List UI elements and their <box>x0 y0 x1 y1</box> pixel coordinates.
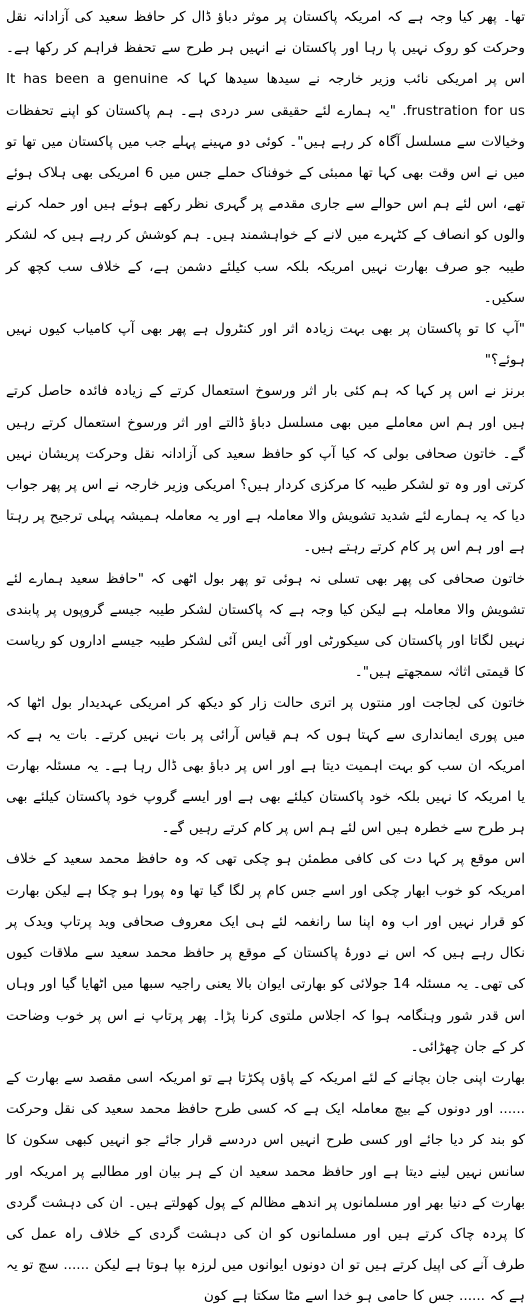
article-paragraph: اس موقع پر کہا دت کی کافی مطمئن ہو چکی تھی کہ وہ حافظ محمد سعید کے خلاف امریکہ کو خوب ابھار چکی اور اسے جس کام پر لگا گیا تھا وہ پورا ہو چکا ہے لیکن بھارت کو قرار نہیں اور اب وہ اپنا سا رانغمہ لئے ہی ایک معروف صحافی وید پرتاپ ویدک پر نکال رہے ہیں کہ اس نے دورۂ پاکستان کے موقع پر حافظ محمد سعید سے ملاقات کیوں کی تھی۔ یہ مسئلہ 14 جولائی کو بھارتی ایوان بالا یعنی راجیہ سبھا میں اٹھایا گیا اور وہاں اس قدر شور وہنگامہ ہوا کہ اجلاس ملتوی کرنا پڑا۔ پھر پرتاپ نے اس پر خوب وضاحت کر کے جان چھڑائی۔ <box>6 851 525 1055</box>
article-paragraph: برنز نے اس پر کہا کہ ہم کئی بار اثر ورسوخ استعمال کرتے کے زیادہ فائدہ حاصل کرتے ہیں اور ہم اس معاملے میں بھی مسلسل دباؤ ڈالتے اور اثر ورسوخ استعمال کرتے رہیں گے۔ خاتون صحافی بولی کہ کیا آپ کو حافظ سعید کی آزادانہ نقل وحرکت پریشان نہیں کرتی اور وہ تو لشکر طیبہ کا مرکزی کردار ہیں؟ امریکی وزیر خارجہ نے اس پر پھر جواب دیا کہ یہ ہمارے لئے شدید تشویش والا معاملہ ہے اور یہ معاملہ ہمیشہ پہلی ترجیح پر رہتا ہے اور ہم اس پر کام کرتے رہتے ہیں۔ <box>6 383 525 556</box>
article-paragraph: خاتون صحافی کی پھر بھی تسلی نہ ہوئی تو پھر بول اٹھی کہ "حافظ سعید ہمارے لئے تشویش والا معاملہ ہے لیکن کیا وجہ ہے کہ پاکستان لشکر طیبہ جیسے گروپوں پر پابندی نہیں لگاتا اور پاکستان کی سیکورٹی اور آئی ایس آئی لشکر طیبہ جیسے اداروں کو ریاست کا قیمتی اثاثہ سمجھتے ہیں"۔ <box>6 570 525 681</box>
article-paragraph: خاتون کی لجاجت اور منتوں پر اتری حالت زار کو دیکھ کر امریکی عہدیدار بول اٹھا کہ میں پوری ایمانداری سے کہتا ہوں کہ ہم قیاس آرائی پر بات نہیں کرتے۔ بات یہ ہے کہ امریکہ ان سب کو بہت اہمیت دیتا ہے اور اس پر دباؤ بھی ڈال رہا ہے۔ یہ مسئلہ بھارت یا امریکہ کا نہیں بلکہ خود پاکستان کیلئے بھی ہے اور ایسے گروپ خود پاکستان کیلئے بھی ہر طرح سے خطرہ ہیں اس لئے ہم اس پر کام کرتے رہیں گے۔ <box>6 695 525 837</box>
article-paragraph: بھارت اپنی جان بچانے کے لئے امریکہ کے پاؤں پکڑتا ہے تو امریکہ اسی مقصد سے بھارت کے ...... اور دونوں کے بیچ معاملہ ایک ہے کہ کسی طرح حافظ محمد سعید کی نقل وحرکت کو بند کر دیا جائے اور کسی طرح انہیں اس دردسے قرار جائے جو انہیں کبھی سکون کا سانس نہیں لینے دیتا ہے اور حافظ محمد سعید ان کے ہر بیان اور مطالبے پر امریکہ اور بھارت کے دنیا بھر اور مسلمانوں پر اندھے مظالم کے پول کھولتے ہیں۔ ان کی دہشت گردی کا پردہ چاک کرتے ہیں اور مسلمانوں کو ان کی دہشت گردی کے خلاف راہ عمل کی طرف آنے کی اپیل کرتے ہیں تو ان دونوں ایوانوں میں لرزہ بپا ہوتا ہے لیکن ...... سچ تو یہ ہے کہ ...... جس کا حامی ہو خدا اسے مٹا سکتا ہے کون <box>6 1069 525 1305</box>
article-paragraph: تھا۔ پھر کیا وجہ ہے کہ امریکہ پاکستان پر موثر دباؤ ڈال کر حافظ سعید کی آزادانہ نقل وحرکت کو روک نہیں پا رہا اور پاکستان نے انہیں ہر طرح سے تحفظ فراہم کر رکھا ہے۔ اس پر امریکی نائب وزیر خارجہ نے سیدھا سیدھا کہا کہ It has been a genuine frustration for us. "یہ ہمارے لئے حقیقی سر دردی ہے۔ ہم پاکستان کو اپنے تحفظات وخیالات سے مسلسل آگاہ کر رہے ہیں"۔ کوئی دو مہینے پہلے جب میں پاکستان میں تھا تو میں نے اس وقت بھی کہا تھا ممبئی کے خوفناک حملے جس میں 6 امریکی بھی ہلاک ہوئے تھے، اس لئے ہم اس حوالے سے جاری مقدمے پر گہری نظر رکھے ہوئے ہیں اور حملہ کرنے والوں کو انصاف کے کٹہرے میں لانے کے خواہشمند ہیں۔ ہم کوشش کر رہے ہیں کہ لشکر طیبہ جو صرف بھارت نہیں امریکہ بلکہ سب کیلئے دشمن ہے، کے خلاف سب کچھ کر سکیں۔ <box>6 9 526 306</box>
quoted-question: "آپ کا تو پاکستان پر بھی بہت زیادہ اثر اور کنٹرول ہے پھر بھی آپ کامیاب کیوں نہیں ہوئے؟" <box>6 321 525 369</box>
